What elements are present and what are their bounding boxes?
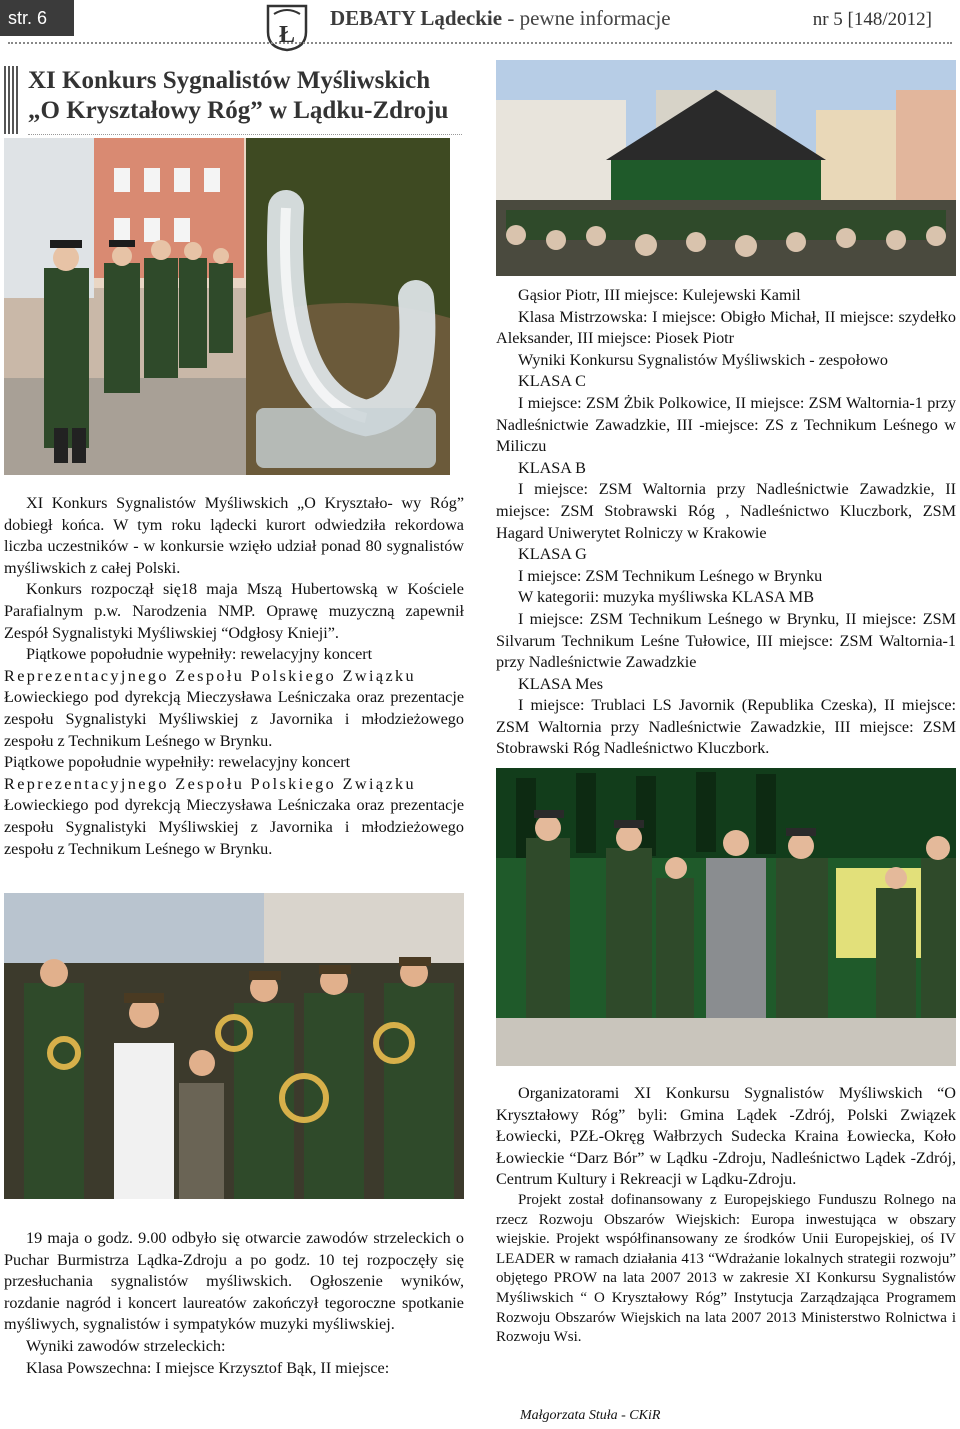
- result-line: I miejsce: ZSM Technikum Leśnego w Brynku, II miejsce: ZSM Silvarum Technikum Leśne Tułowice, III miejsce: ZSM Waltornia-1 przy Nadleśnictwie Zawadzkie: [496, 609, 956, 672]
- paragraph: Konkurs rozpoczął się18 maja Mszą Hubertowską w Kościele Parafialnym p.w. Narodzenia NMP. Oprawę muzyczną zapewnił Zespół Sygnalistyki Myśliwskiej “Odgłosy Knieji”.: [4, 580, 464, 642]
- paragraph: Piątkowe popołudnie wypełniły: rewelacyjny koncert: [26, 645, 373, 664]
- paragraph: Łowieckiego pod dyrekcją Mieczysława Leśniczaka oraz prezentacje zespołu Sygnalistyki Myśliwskiej z Javornika i młodzieżowego zespołu z Technikum Leśnego w Brynku.: [4, 796, 464, 858]
- class-heading: KLASA B: [518, 458, 586, 477]
- right-column-text-bottom: [496, 1083, 956, 1348]
- right-column-text-top: [496, 285, 956, 760]
- result-line: Klasa Mistrzowska: I miejsce: Obigło Michał, II miejsce: szydełko Aleksander, III miejsce: Piosek Piotr: [496, 307, 956, 348]
- page-number-label: str. 6: [0, 0, 74, 36]
- photo-horn-players: [4, 893, 464, 1199]
- photo-crystal-horn: [246, 138, 450, 475]
- paragraph: Organizatorami XI Konkursu Sygnalistów Myśliwskich “O Kryształowy Róg” byli: Gmina Lądek -Zdrój, Polski Związek Łowiecki, PZŁ-Okręg Wałbrzych Sudecka Kraina Łowiecka, Koło Łowieckie “Darz Bór” w Lądku -Zdroju, Nadleśnictwo Lądek -Zdrój, Centrum Kultury i Rekreacji w Lądku-Zdroju.: [496, 1084, 956, 1189]
- paragraph: Reprezentacyjnego Zespołu Polskiego Związku: [4, 774, 417, 793]
- result-line: I miejsce: ZSM Żbik Polkowice, II miejsce: ZSM Waltornia-1 przy Nadleśnictwie Zawadzkie, III -miejsce: ZS z Technikum Leśnego w Miliczu: [496, 393, 956, 456]
- photo-award-ceremony: [496, 768, 956, 1066]
- article-title: [28, 66, 458, 126]
- photo-stage-crowd: [496, 60, 956, 276]
- result-line: I miejsce: ZSM Waltornia przy Nadleśnictwie Zawadzkie, II miejsce: ZSM Stobrawski Róg , Nadleśnictwo Kluczbork, ZSM Hagard Uniwerytet Rolniczy w Krakowie: [496, 480, 956, 542]
- magazine-logo: [264, 2, 310, 52]
- result-line: I miejsce: ZSM Technikum Leśnego w Brynku: [518, 566, 823, 585]
- title-stripe-decoration: [4, 66, 18, 134]
- result-line: I miejsce: Trublaci LS Javornik (Republika Czeska), II miejsce: ZSM Waltornia przy Nadleśnictwie Zawadzkie, III miejsce: ZSM Stobrawski Róg Nadleśnictwo Kluczbork.: [496, 696, 956, 758]
- author-signature: Małgorzata Stuła - CKiR: [520, 1408, 661, 1423]
- article-title-line-1: XI Konkurs Sygnalistów Myśliwskich: [28, 67, 431, 94]
- paragraph: Piątkowe popołudnie wypełniły: rewelacyjny koncert: [4, 753, 351, 772]
- magazine-title: DEBATY Lądeckie - pewne informacje: [330, 6, 671, 30]
- title-divider: [28, 134, 462, 135]
- svg-text:Ł: Ł: [278, 22, 296, 48]
- left-column-text-top: [4, 493, 464, 860]
- class-heading: KLASA C: [518, 372, 586, 391]
- class-heading: KLASA G: [518, 545, 587, 564]
- result-line: W kategorii: muzyka myśliwska KLASA MB: [518, 588, 814, 607]
- class-heading: KLASA Mes: [518, 674, 603, 693]
- result-line: Gąsior Piotr, III miejsce: Kulejewski Kamil: [518, 286, 801, 304]
- paragraph: Klasa Powszechna: I miejsce Krzysztof Bąk, II miejsce:: [26, 1358, 390, 1377]
- photo-parade: [4, 138, 246, 475]
- paragraph: Reprezentacyjnego Zespołu Polskiego Związku: [4, 666, 417, 685]
- paragraph: Łowieckiego pod dyrekcją Mieczysława Leśniczaka oraz prezentacje zespołu Sygnalistyki Myśliwskiej z Javornika i młodzieżowego zespołu z Technikum Leśnego w Brynku.: [4, 688, 464, 750]
- header-divider: [8, 42, 952, 44]
- paragraph: XI Konkurs Sygnalistów Myśliwskich „O Kryształo- wy Róg” dobiegł końca. W tym roku lądecki kurort odwiedziła rekordowa liczba uczestników - w konkursie wzięło udział ponad 80 sygnalistów myśliwskich z całej Polski.: [4, 494, 464, 577]
- paragraph: 19 maja o godz. 9.00 odbyło się otwarcie zawodów strzeleckich o Puchar Burmistrza Lądka-Zdroju a po godz. 10 tej rozpoczęły się przesłuchania sygnalistów myśliwskich. Ogłoszenie wyników, rozdanie nagród i koncert laureatów zakończył tegoroczne spotkanie myśliwych, sygnalistów i sympatyków muzyki myśliwskiej.: [4, 1229, 464, 1334]
- issue-number: nr 5 [148/2012]: [812, 9, 932, 30]
- paragraph: Wyniki zawodów strzeleckich:: [26, 1336, 226, 1355]
- result-line: Wyniki Konkursu Sygnalistów Myśliwskich - zespołowo: [518, 350, 888, 369]
- paragraph: Projekt został dofinansowany z Europejskiego Funduszu Rolnego na rzecz Rozwoju Obszarów Wiejskich: Europa inwestująca w obszary wiejskie. Projekt współfinansowany ze środków Unii Europejskiej, oś IV LEADER w ramach działania 413 “Wdrażanie lokalnych strategii rozwoju” objętego PROW na lata 2007 2013 w zakresie XI Konkursu Sygnalistów Myśliwskich “ O Kryształowy Róg” Instytucja Zarządzająca Programem Rozwoju Obszarów Wiejskich na lata 2007 2013 Ministerstwo Rolnictwa i Rozwoju Wsi.: [496, 1191, 956, 1346]
- article-title-line-2: „O Kryształowy Róg” w Lądku-Zdroju: [28, 97, 449, 124]
- left-column-text-bottom: [4, 1228, 464, 1379]
